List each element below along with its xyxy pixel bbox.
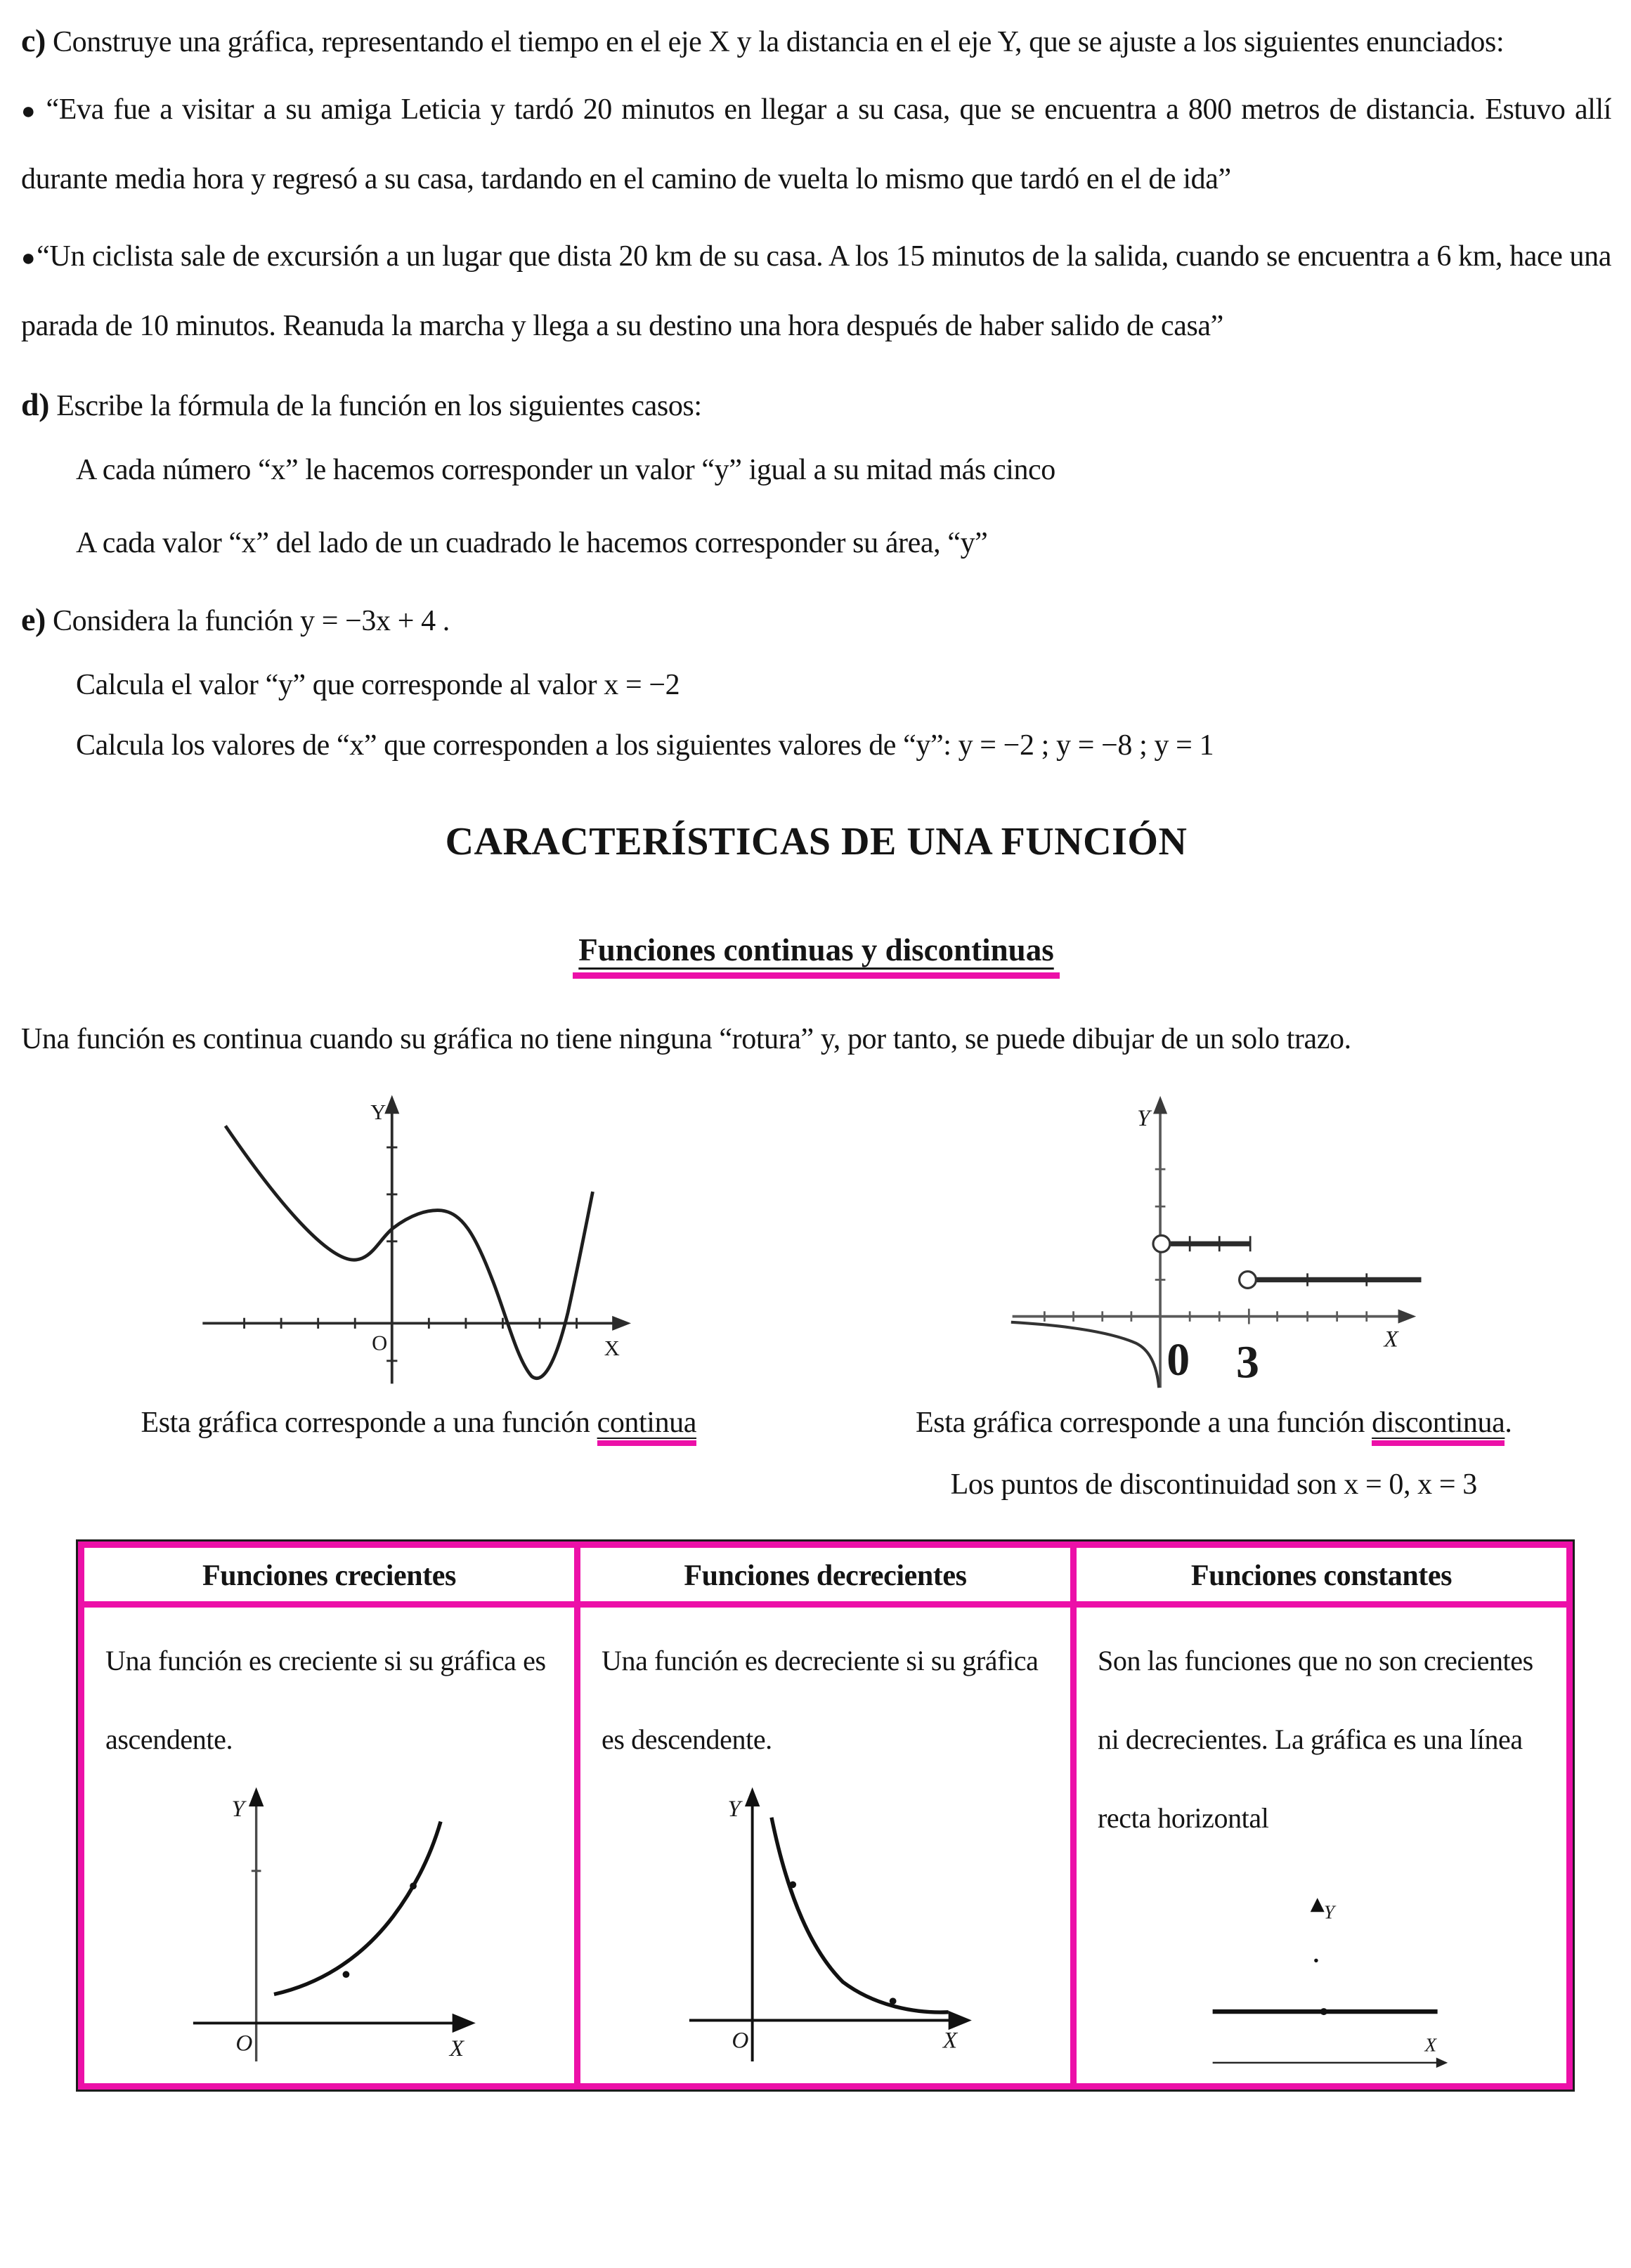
y-axis-arrow-icon bbox=[1310, 1898, 1324, 1912]
item-e-text: Considera la función y = −3x + 4 . bbox=[53, 605, 450, 637]
subtitle-wrap bbox=[21, 932, 1611, 979]
continuous-function-graph bbox=[187, 1087, 651, 1389]
y-axis-arrow-icon bbox=[384, 1095, 399, 1114]
item-d-case2: A cada valor “x” del lado de un cuadrado le hacemos corresponder su área, “y” bbox=[76, 527, 988, 559]
y-axis-arrow-icon bbox=[744, 1787, 759, 1806]
origin-label: O bbox=[371, 1331, 387, 1355]
header-crecientes: Funciones crecientes bbox=[82, 1545, 578, 1605]
line-point bbox=[1320, 2008, 1327, 2015]
caption-continuous-text: Esta gráfica corresponde a una función bbox=[141, 1407, 597, 1439]
bullet-icon: ● bbox=[21, 98, 38, 124]
x-axis-label: X bbox=[1384, 1327, 1398, 1353]
caption-continuous bbox=[141, 1392, 696, 1454]
y-axis-label: Y bbox=[370, 1100, 386, 1124]
item-e-case2: Calcula los valores de “x” que corresponden a los siguientes valores de “y”: y = −2 ; y = −8 ; y = 1 bbox=[76, 729, 1214, 762]
item-c-text: Construye una gráfica, representando el tiempo en el eje X y la distancia en el eje Y, que se ajuste a los siguientes enunciados: bbox=[53, 26, 1505, 58]
continuity-intro: Una función es continua cuando su gráfica no tiene ninguna “rotura” y, por tanto, se puede dibujar de un solo trazo. bbox=[21, 1023, 1351, 1055]
x-axis-arrow-icon bbox=[612, 1316, 631, 1331]
open-point-0-2 bbox=[1153, 1235, 1170, 1252]
decrecientes-description: Una función es decreciente si su gráfica es descendente. bbox=[602, 1645, 1039, 1755]
x-axis-label: X bbox=[449, 2035, 464, 2062]
item-d bbox=[21, 371, 1611, 440]
constant-function-graph bbox=[1168, 1865, 1477, 2075]
discontinuous-function-graph bbox=[992, 1087, 1435, 1389]
item-d-label: d) bbox=[21, 386, 50, 422]
function-types-table-wrap bbox=[76, 1539, 1575, 2092]
item-c bbox=[21, 7, 1611, 76]
bullet-eva-text: “Eva fue a visitar a su amiga Leticia y tardó 20 minutos en llegar a su casa, que se encuentra a 800 metros de distancia. Estuvo allí durante media hora y regresó a su casa, tardando en el camino de vuelta lo mismo que tardó en el de ida” bbox=[21, 93, 1612, 195]
bullet-ciclista bbox=[21, 223, 1611, 360]
item-c-label: c) bbox=[21, 22, 46, 58]
caption-discontinuous-line1 bbox=[916, 1392, 1512, 1454]
y-axis-arrow-icon bbox=[248, 1787, 263, 1806]
axis-ticks bbox=[244, 1147, 576, 1361]
x-axis-label: X bbox=[942, 2027, 957, 2054]
item-e-case1: Calcula el valor “y” que corresponde al valor x = −2 bbox=[76, 669, 680, 701]
y-axis-label: Y bbox=[231, 1795, 245, 1822]
origin-label: O bbox=[235, 2030, 252, 2057]
discontinuous-function-figure bbox=[817, 1087, 1612, 1516]
curve-point bbox=[342, 1971, 349, 1978]
asymptotic-branch bbox=[1011, 1322, 1159, 1388]
axis-ticks bbox=[1045, 1169, 1367, 1324]
bullet-ciclista-text: “Un ciclista sale de excursión a un lugar que dista 20 km de su casa. A los 15 minutos de la salida, cuando se encuentra a 6 km, hace una parada de 10 minutos. Reanuda la marcha y llega a su destino una hora después de haber salido de casa” bbox=[21, 240, 1611, 342]
increasing-curve bbox=[274, 1822, 441, 1995]
increasing-function-graph bbox=[176, 1782, 485, 2063]
caption-continuous-word: continua bbox=[597, 1407, 696, 1446]
caption-discontinuous-word: discontinua bbox=[1372, 1407, 1505, 1446]
x-axis-label: X bbox=[604, 1336, 620, 1361]
caption-discontinuous-period: . bbox=[1505, 1407, 1512, 1439]
decreasing-function-graph bbox=[672, 1782, 981, 2063]
caption-discontinuity-points: Los puntos de discontinuidad son x = 0, x = 3 bbox=[950, 1468, 1477, 1501]
crecientes-description: Una función es creciente si su gráfica es ascendente. bbox=[105, 1645, 546, 1755]
cell-constantes bbox=[1074, 1605, 1570, 2087]
page-title: CARACTERÍSTICAS DE UNA FUNCIÓN bbox=[445, 820, 1188, 863]
bullet-icon: ● bbox=[21, 245, 36, 271]
y-axis-label: Y bbox=[1137, 1105, 1150, 1131]
y-axis-arrow-icon bbox=[1153, 1096, 1167, 1114]
continuous-function-figure bbox=[21, 1087, 817, 1516]
cell-decrecientes bbox=[578, 1605, 1074, 2087]
table-header-row bbox=[82, 1545, 1570, 1605]
decreasing-graph-wrap bbox=[602, 1782, 1051, 2066]
curve-point bbox=[789, 1881, 796, 1888]
figures-row bbox=[21, 1087, 1611, 1516]
table-body-row bbox=[82, 1605, 1570, 2087]
constantes-description: Son las funciones que no son crecientes ni decrecientes. La gráfica es una línea recta horizontal bbox=[1098, 1645, 1533, 1834]
x-axis-arrow-icon bbox=[1436, 2058, 1447, 2068]
y-axis-label: Y bbox=[1323, 1901, 1334, 1923]
x-axis-arrow-icon bbox=[452, 2014, 475, 2033]
open-point-3-1 bbox=[1240, 1272, 1256, 1289]
increasing-graph-wrap bbox=[105, 1782, 554, 2066]
item-d-case1: A cada número “x” le hacemos corresponder un valor “y” igual a su mitad más cinco bbox=[76, 454, 1055, 486]
bullet-eva bbox=[21, 76, 1611, 213]
constant-graph-wrap bbox=[1098, 1865, 1547, 2079]
decreasing-curve bbox=[771, 1818, 948, 2012]
header-decrecientes: Funciones decrecientes bbox=[578, 1545, 1074, 1605]
x-axis-label: X bbox=[1424, 2034, 1436, 2056]
curve-point bbox=[889, 1997, 896, 2005]
y-axis-label: Y bbox=[727, 1795, 741, 1822]
continuous-curve bbox=[226, 1126, 593, 1378]
item-e-label: e) bbox=[21, 601, 46, 637]
curve-point bbox=[410, 1882, 417, 1889]
cell-crecientes bbox=[82, 1605, 578, 2087]
caption-discontinuous-text: Esta gráfica corresponde a una función bbox=[916, 1407, 1372, 1439]
caption-discontinuous bbox=[916, 1392, 1512, 1516]
item-e bbox=[21, 586, 1611, 655]
header-constantes: Funciones constantes bbox=[1074, 1545, 1570, 1605]
item-d-text: Escribe la fórmula de la función en los siguientes casos: bbox=[56, 390, 702, 422]
section-subtitle: Funciones continuas y discontinuas bbox=[573, 932, 1059, 979]
function-types-table bbox=[78, 1542, 1573, 2090]
axis-dot bbox=[1314, 1959, 1318, 1962]
origin-label: O bbox=[731, 2027, 748, 2054]
tick-label-3: 3 bbox=[1236, 1336, 1260, 1388]
tick-label-0: 0 bbox=[1167, 1334, 1190, 1386]
x-axis-arrow-icon bbox=[1398, 1310, 1417, 1324]
